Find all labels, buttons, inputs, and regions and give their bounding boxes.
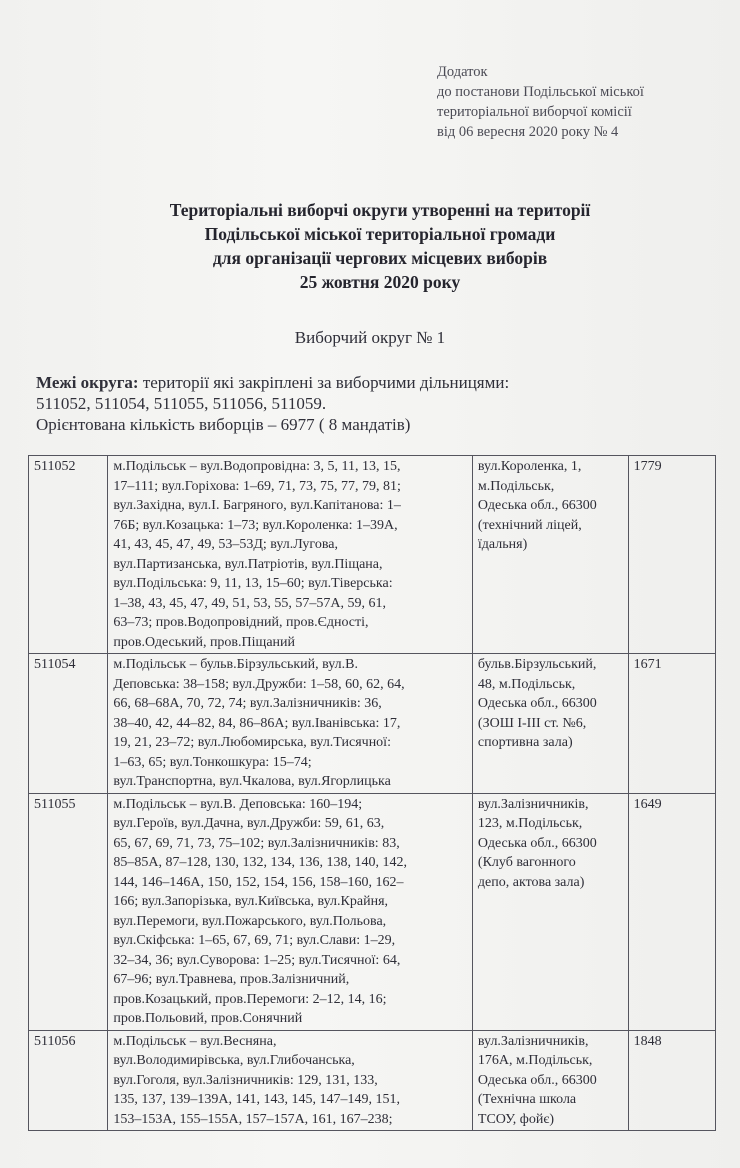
streets-line: 166; вул.Запорізька, вул.Київська, вул.Крайня, [113,894,389,909]
address-line: вул.Залізничників, [477,796,589,812]
streets-line: 1–63, 65; вул.Тонкошкура: 15–74; [113,754,312,770]
streets-line: 63–73; пров.Водопровідний, пров.Єдності, [113,615,369,630]
streets-line: м.Подільськ – вул.В. Деповська: 160–194; [113,796,363,812]
streets-line: вул.Володимирівська, вул.Глибочанська, [113,1053,355,1068]
table-row [29,1030,716,1131]
precinct-code: 511055 [29,793,108,1030]
streets-line: 17–111; вул.Горіхова: 1–69, 71, 73, 75, 77, 79, 81; [113,478,401,494]
streets-line: 144, 146–146А, 150, 152, 154, 156, 158–160, 162– [113,874,404,890]
table-row [29,654,716,794]
streets-line: вул.Перемоги, вул.Пожарського, вул.Польова, [113,913,387,929]
streets-line: вул.Транспортна, вул.Чкалова, вул.Ягорлицька [113,774,391,789]
title-line: для організації чергових місцевих виборів [212,248,548,268]
streets-line: вул.Героїв, вул.Дачна, вул.Дружби: 59, 61, 63, [113,816,385,831]
streets-line: м.Подільськ – вул.Весняна, [113,1033,277,1049]
annex-line: від 06 вересня 2020 року № 4 [437,124,619,140]
address-line: Одеська обл., 66300 [477,498,597,513]
streets-line: 67–96; вул.Травнева, пров.Залізничний, [113,972,350,987]
streets-line: 135, 137, 139–139А, 141, 143, 145, 147–149, 151, [113,1092,400,1107]
annex-note [437,62,727,142]
address-line: Одеська обл., 66300 [477,835,597,851]
address-line: ТСОУ, фойє) [477,1111,554,1127]
precinct-streets [108,456,473,654]
streets-line: пров.Одеський, пров.Піщаний [113,634,296,650]
annex-line: Додаток [437,64,488,80]
title-line: Територіальні виборчі округи утворенні на території [169,200,591,220]
address-line: депо, актова зала) [477,874,585,890]
precinct-streets [108,793,473,1030]
streets-line: вул.Скіфська: 1–65, 67, 69, 71; вул.Слави: 1–29, [113,933,396,948]
annex-line: територіальної виборчої комісії [437,104,632,120]
address-line: вул.Залізничників, [477,1033,589,1049]
precincts-table [28,455,716,1131]
table-row [29,793,716,1030]
address-line: (Клуб вагонного [477,855,576,870]
address-line: 48, м.Подільськ, [477,676,576,692]
address-line: (Технічна школа [477,1092,577,1107]
streets-line: 153–153А, 155–155А, 157–157А, 161, 167–238; [113,1111,393,1127]
streets-line: 32–34, 36; вул.Суворова: 1–25; вул.Тисячної: 64, [113,952,401,968]
streets-line: м.Подільськ – бульв.Бірзульський, вул.В. [113,657,358,672]
streets-line: 85–85А, 87–128, 130, 132, 134, 136, 138, 140, 142, [113,855,407,870]
district-heading: Виборчий округ № 1 [294,328,446,347]
voter-count: 1649 [628,793,715,1030]
address-line: м.Подільськ, [477,478,555,494]
precinct-streets [108,654,473,794]
address-line: (ЗОШ I-III ст. №6, [477,715,587,731]
precinct-code: 511052 [29,456,108,654]
streets-line: 76Б; вул.Козацька: 1–73; вул.Короленка: 1–39А, [113,517,398,533]
voter-count: 1848 [628,1030,715,1131]
document-title [80,198,680,294]
address-line: Одеська обл., 66300 [477,696,597,711]
streets-line: 65, 67, 69, 71, 73, 75–102; вул.Залізничників: 83, [113,835,400,851]
precincts-line: 511052, 511054, 511055, 511056, 511059. [36,394,327,413]
polling-address [472,1030,628,1131]
voter-count: 1779 [628,456,715,654]
streets-line: 19, 21, 23–72; вул.Любомирська, вул.Тисячної: [113,735,391,750]
table-row [29,456,716,654]
voters-line: Орієнтована кількість виборців – 6977 ( 8 мандатів) [36,415,411,434]
district-bounds [36,372,716,435]
address-line: 123, м.Подільськ, [477,816,583,831]
address-line: бульв.Бірзульський, [477,657,597,672]
title-line: 25 жовтня 2020 року [299,272,461,292]
title-line: Подільської міської територіальної громади [204,224,556,244]
streets-line: вул.Подільська: 9, 11, 13, 15–60; вул.Тіверська: [113,576,393,591]
address-line: Одеська обл., 66300 [477,1072,597,1088]
annex-line: до постанови Подільської міської [437,84,644,100]
streets-line: 66, 68–68А, 70, 72, 74; вул.Залізничників: 36, [113,696,382,711]
precinct-code: 511054 [29,654,108,794]
bounds-line [36,372,716,393]
streets-line: пров.Козацький, пров.Перемоги: 2–12, 14, 16; [113,991,387,1007]
polling-address [472,793,628,1030]
address-line: спортивна зала) [477,735,573,750]
voter-count: 1671 [628,654,715,794]
polling-address [472,654,628,794]
streets-line: вул.Партизанська, вул.Патріотів, вул.Піщана, [113,556,383,572]
bounds-label: Межі округа: [36,373,139,392]
streets-line: 41, 43, 45, 47, 49, 53–53Д; вул.Лугова, [113,537,338,552]
precinct-code: 511056 [29,1030,108,1131]
streets-line: вул.Гоголя, вул.Залізничників: 129, 131, 133, [113,1072,378,1088]
polling-address [472,456,628,654]
streets-line: 38–40, 42, 44–82, 84, 86–86А; вул.Іванівська: 17, [113,715,401,731]
streets-line: Деповська: 38–158; вул.Дружби: 1–58, 60, 62, 64, [113,676,405,692]
address-line: вул.Короленка, 1, [477,459,582,474]
streets-line: м.Подільськ – вул.Водопровідна: 3, 5, 11, 13, 15, [113,459,401,474]
address-line: 176А, м.Подільськ, [477,1053,593,1068]
bounds-text: території які закріплені за виборчими дільницями: [138,373,510,392]
streets-line: пров.Польовий, пров.Сонячний [113,1011,303,1026]
streets-line: 1–38, 43, 45, 47, 49, 51, 53, 55, 57–57А, 59, 61, [113,595,386,611]
address-line: їдальня) [477,537,528,552]
streets-line: вул.Західна, вул.І. Багряного, вул.Капітанова: 1– [113,498,401,513]
address-line: (технічний ліцей, [477,517,582,533]
precinct-streets [108,1030,473,1131]
